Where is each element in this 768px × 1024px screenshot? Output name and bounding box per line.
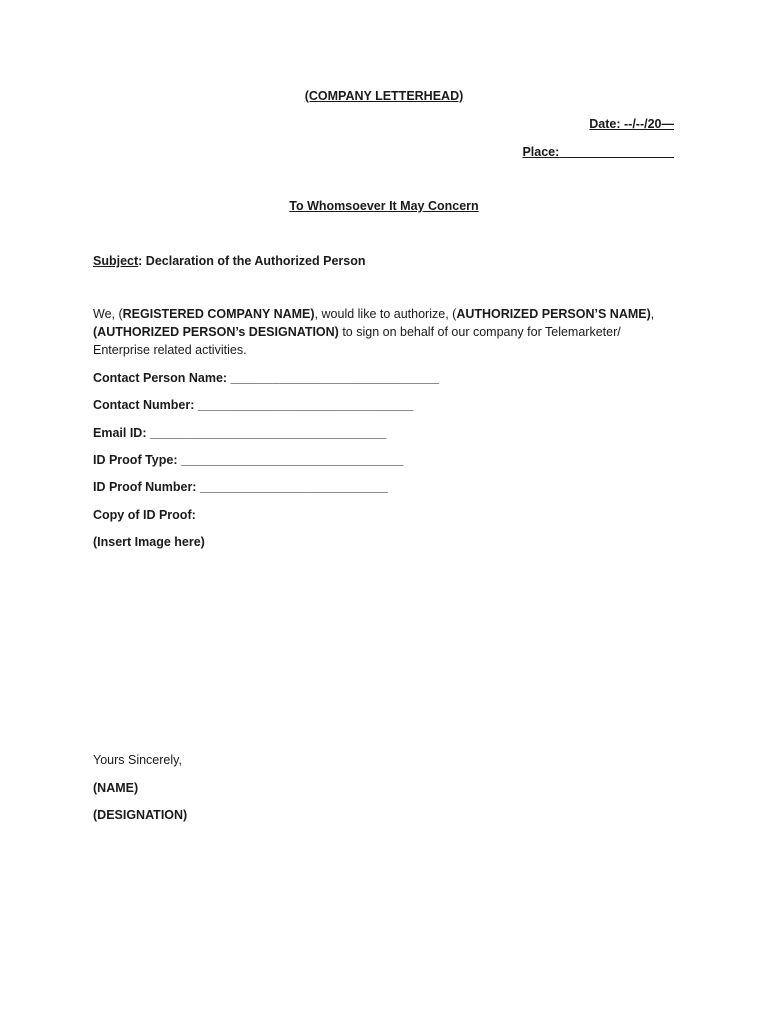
place-blank: ________________ [562,145,674,159]
field-label: ID Proof Number: [93,480,197,494]
field-contact-person-name [93,369,439,387]
signatory-name: (NAME) [93,781,139,795]
field-label: ID Proof Type: [93,453,178,467]
closing-salutation: Yours Sincerely, [93,753,182,767]
field-blank: ___________________________ [199,480,388,494]
body-text: , [650,307,655,321]
field-blank: __________________________________ [149,426,387,440]
place-label: Place: [522,145,560,159]
field-id-proof-number [93,478,388,496]
field-label: Email ID: [93,426,147,440]
body-text: to sign on behalf of our company for Telemarketer/ [338,325,621,339]
body-line-1 [93,305,683,323]
registered-company-name: REGISTERED COMPANY NAME) [122,307,315,321]
field-blank: _______________________________ [197,398,414,412]
field-copy-of-id-proof: Copy of ID Proof: [93,508,196,522]
body-line-3: Enterprise related activities. [93,343,247,357]
body-line-2 [93,323,683,341]
field-contact-number [93,396,413,414]
field-email-id [93,424,386,442]
subject-line [93,252,366,270]
place-line [522,143,674,161]
subject-text: : Declaration of the Authorized Person [138,254,366,268]
company-letterhead: (COMPANY LETTERHEAD) [304,89,464,103]
authorized-person-designation: (AUTHORIZED PERSON’s DESIGNATION) [93,325,339,339]
authorized-person-name: AUTHORIZED PERSON’S NAME) [456,307,651,321]
insert-image-placeholder: (Insert Image here) [93,535,205,549]
document-title: To Whomsoever It May Concern [289,199,479,213]
field-label: Contact Number: [93,398,195,412]
signatory-designation: (DESIGNATION) [93,808,188,822]
subject-label: Subject [93,254,139,268]
body-paragraph [93,305,683,359]
body-text: , would like to authorize, ( [314,307,457,321]
body-text: We, ( [93,307,123,321]
field-blank: ________________________________ [180,453,404,467]
field-id-proof-type [93,451,403,469]
date-line: Date: --/--/20— [589,117,674,131]
field-label: Contact Person Name: [93,371,228,385]
field-blank: ______________________________ [230,371,440,385]
